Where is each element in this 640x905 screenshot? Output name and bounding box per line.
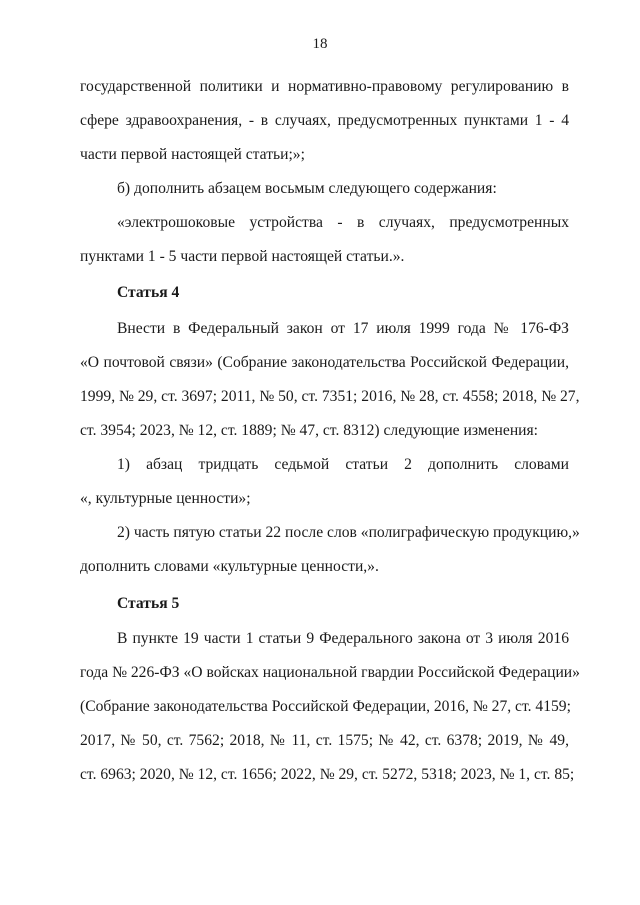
text-line: б) дополнить абзацем восьмым следующего содержания: [117,180,497,197]
text-line: 2) часть пятую статьи 22 после слов «полиграфическую продукцию,» [117,524,580,541]
text-line: ст. 6963; 2020, № 12, ст. 1656; 2022, № 29, ст. 5272, 5318; 2023, № 1, ст. 85; [80,766,575,783]
text-line: государственной политики и нормативно-правовому регулированию в [80,78,569,95]
text-line: «, культурные ценности»; [80,490,251,507]
text-line: года № 226-ФЗ «О войсках национальной гвардии Российской Федерации» [80,664,580,681]
text-line: части первой настоящей статьи;»; [80,146,305,163]
text-line: ст. 3954; 2023, № 12, ст. 1889; № 47, ст. 8312) следующие изменения: [80,422,539,439]
text-line: В пункте 19 части 1 статьи 9 Федерального закона от 3 июля 2016 [117,630,569,647]
text-line: 2017, № 50, ст. 7562; 2018, № 11, ст. 1575; № 42, ст. 6378; 2019, № 49, [80,732,569,749]
text-line: Внести в Федеральный закон от 17 июля 1999 года № 176-ФЗ [117,320,569,337]
article-heading: Статья 4 [117,284,180,301]
article-heading: Статья 5 [117,595,180,612]
page-number: 18 [312,36,328,52]
text-line: дополнить словами «культурные ценности,». [80,558,379,575]
text-line: пунктами 1 - 5 части первой настоящей статьи.». [80,248,405,265]
text-line: сфере здравоохранения, - в случаях, предусмотренных пунктами 1 - 4 [80,112,569,129]
text-line: (Собрание законодательства Российской Федерации, 2016, № 27, ст. 4159; [80,698,571,715]
text-line: «О почтовой связи» (Собрание законодательства Российской Федерации, [80,354,569,371]
text-line: 1999, № 29, ст. 3697; 2011, № 50, ст. 7351; 2016, № 28, ст. 4558; 2018, № 27, [80,388,580,405]
text-line: 1) абзац тридцать седьмой статьи 2 дополнить словами [117,456,569,473]
text-line: «электрошоковые устройства - в случаях, предусмотренных [117,214,569,231]
